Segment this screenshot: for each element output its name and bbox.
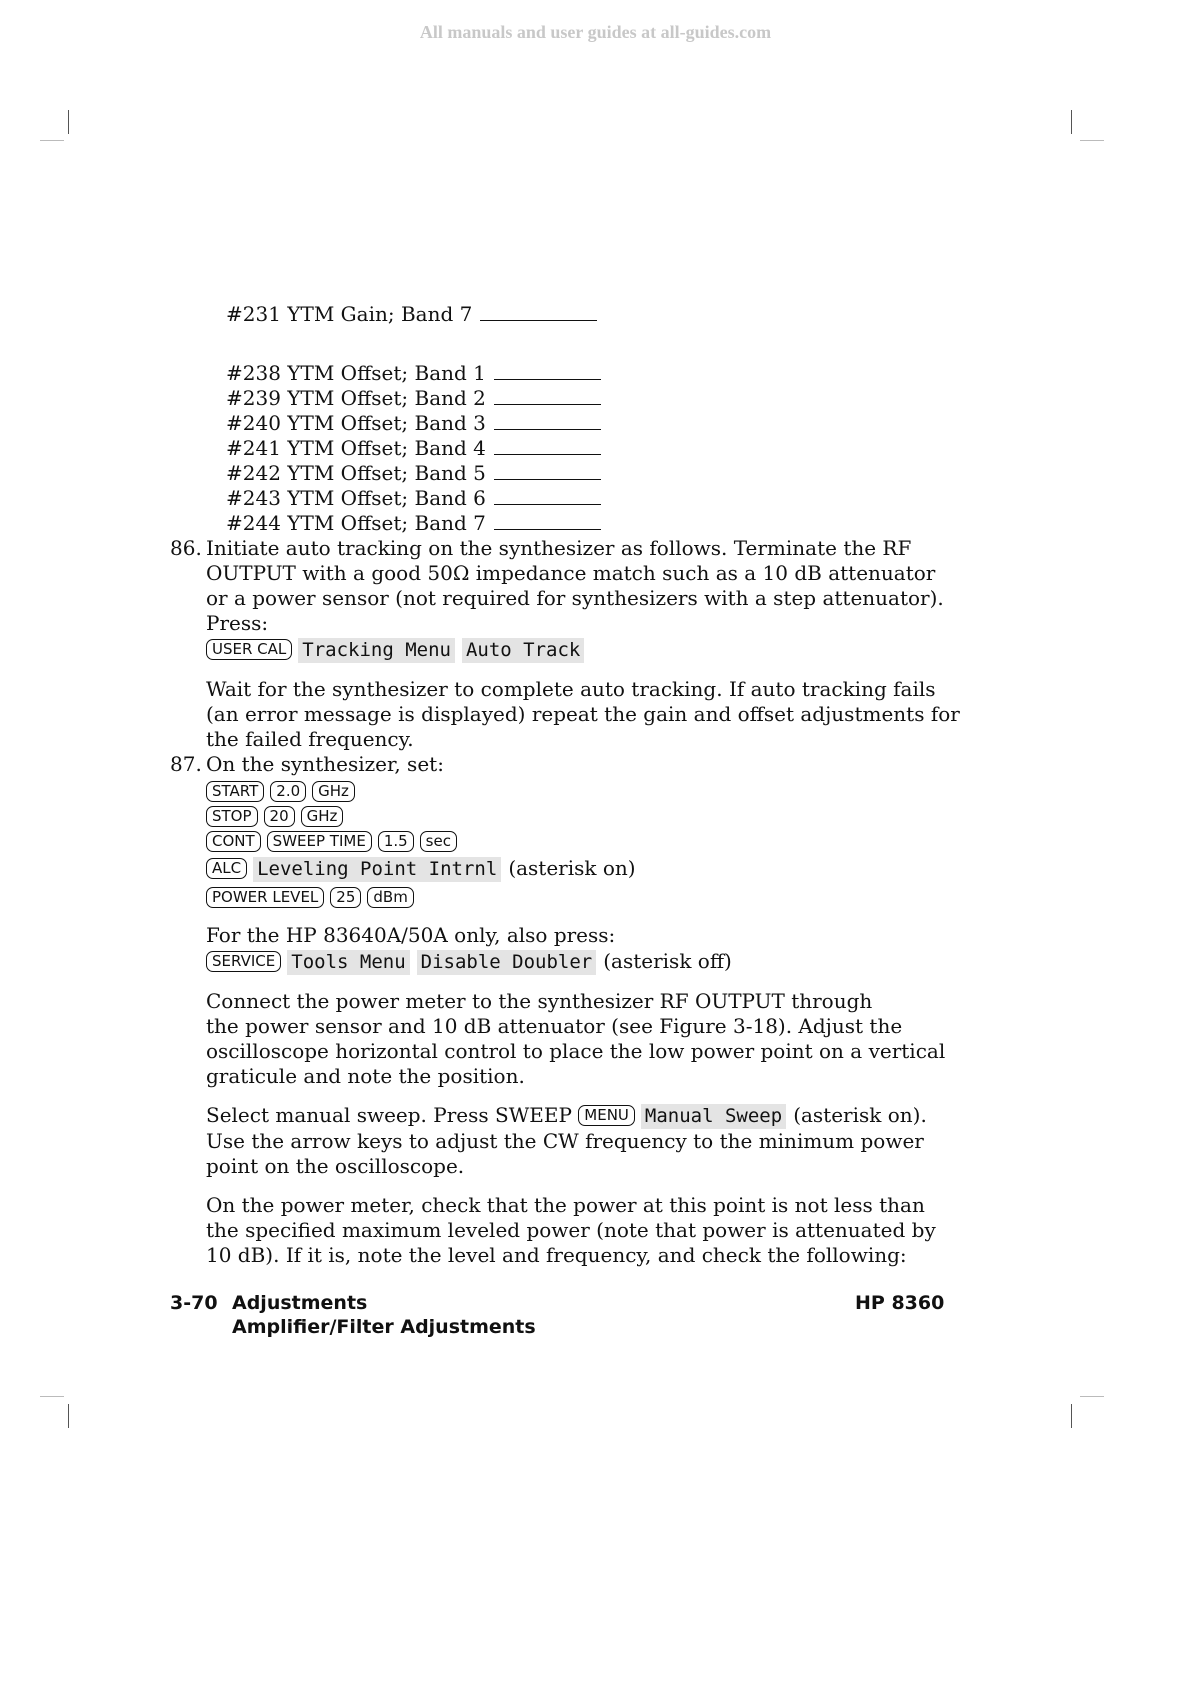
connect-text: Connect the power meter to the synthesizer RF OUTPUT through — [206, 989, 873, 1013]
fill-in-blank[interactable] — [494, 528, 601, 530]
step-86-wait-text: Wait for the synthesizer to complete auto tracking. If auto tracking fails — [206, 677, 936, 701]
crop-mark — [1071, 110, 1072, 134]
power-meter-text: the specified maximum leveled power (note that power is attenuated by — [206, 1218, 936, 1242]
value-key[interactable]: 25 — [330, 887, 361, 908]
stop-key[interactable]: STOP — [206, 806, 258, 827]
ytm-gain-entry: #231 YTM Gain; Band 7 — [226, 301, 597, 328]
fill-in-blank[interactable] — [494, 503, 601, 505]
user-cal-key[interactable]: USER CAL — [206, 639, 292, 660]
step-87-intro: On the synthesizer, set: — [206, 752, 444, 776]
power-level-key[interactable]: POWER LEVEL — [206, 887, 324, 908]
connect-text: oscilloscope horizontal control to place the low power point on a vertical — [206, 1039, 946, 1063]
step-86-text: OUTPUT with a good 50Ω impedance match such as a 10 dB attenuator — [206, 561, 936, 585]
key-sequence — [206, 828, 463, 855]
key-sequence — [206, 855, 636, 882]
crop-mark — [68, 1404, 69, 1428]
start-key[interactable]: START — [206, 781, 264, 802]
ytm-offset-entry: #238 YTM Offset; Band 1 — [226, 360, 601, 387]
footer-subsection: Amplifier/Filter Adjustments — [232, 1316, 536, 1338]
crop-mark — [1080, 140, 1104, 141]
leveling-point-softkey[interactable]: Leveling Point Intrnl — [253, 857, 501, 882]
step-number: 86. — [170, 536, 202, 560]
value-key[interactable]: 1.5 — [378, 831, 414, 852]
fill-in-blank[interactable] — [494, 403, 601, 405]
crop-mark — [40, 140, 64, 141]
fill-in-blank[interactable] — [494, 478, 601, 480]
connect-text: graticule and note the position. — [206, 1064, 525, 1088]
instruction-note: (asterisk off) — [603, 949, 732, 973]
sec-key[interactable]: sec — [420, 831, 457, 852]
ytm-offset-entry: #239 YTM Offset; Band 2 — [226, 385, 601, 412]
alc-key[interactable]: ALC — [206, 858, 247, 879]
select-sweep-text: Use the arrow keys to adjust the CW frequency to the minimum power — [206, 1129, 924, 1153]
fill-in-blank[interactable] — [480, 319, 597, 321]
key-sequence — [206, 636, 591, 663]
step-86-text: Initiate auto tracking on the synthesizer as follows. Terminate the RF — [206, 536, 912, 560]
service-key[interactable]: SERVICE — [206, 951, 281, 972]
crop-mark — [1080, 1396, 1104, 1397]
ytm-offset-entry: #243 YTM Offset; Band 6 — [226, 485, 601, 512]
instruction-note: (asterisk on) — [508, 856, 636, 880]
power-meter-text: On the power meter, check that the power at this point is not less than — [206, 1193, 925, 1217]
auto-track-softkey[interactable]: Auto Track — [462, 638, 584, 663]
connect-text: the power sensor and 10 dB attenuator (see Figure 3-18). Adjust the — [206, 1014, 903, 1038]
fill-in-blank[interactable] — [494, 428, 601, 430]
power-meter-text: 10 dB). If it is, note the level and frequency, and check the following: — [206, 1243, 907, 1267]
select-sweep-line: Select manual sweep. Press SWEEP MENU Manual Sweep (asterisk on). — [206, 1103, 927, 1127]
fill-in-blank[interactable] — [494, 378, 601, 380]
cont-key[interactable]: CONT — [206, 831, 261, 852]
key-sequence — [206, 948, 732, 975]
tracking-menu-softkey[interactable]: Tracking Menu — [298, 638, 455, 663]
select-sweep-text: point on the oscilloscope. — [206, 1154, 465, 1178]
ytm-offset-entry: #242 YTM Offset; Band 5 — [226, 460, 601, 487]
menu-key[interactable]: MENU — [578, 1105, 635, 1126]
step-number: 87. — [170, 752, 202, 776]
crop-mark — [40, 1396, 64, 1397]
dbm-key[interactable]: dBm — [367, 887, 413, 908]
key-sequence — [206, 884, 420, 911]
step-86-text: Press: — [206, 611, 269, 635]
key-sequence — [206, 778, 361, 805]
fill-in-blank[interactable] — [494, 453, 601, 455]
crop-mark — [68, 110, 69, 134]
key-sequence — [206, 803, 349, 830]
value-key[interactable]: 20 — [264, 806, 295, 827]
footer-section: Adjustments — [232, 1292, 368, 1314]
ytm-offset-entry: #240 YTM Offset; Band 3 — [226, 410, 601, 437]
hp-model-note: For the HP 83640A/50A only, also press: — [206, 923, 616, 947]
disable-doubler-softkey[interactable]: Disable Doubler — [417, 950, 597, 975]
sweep-time-key[interactable]: SWEEP TIME — [267, 831, 372, 852]
ytm-offset-entry: #241 YTM Offset; Band 4 — [226, 435, 601, 462]
step-86-wait-text: (an error message is displayed) repeat the gain and offset adjustments for — [206, 702, 960, 726]
step-86-wait-text: the failed frequency. — [206, 727, 414, 751]
page-number: 3-70 — [170, 1292, 218, 1314]
ghz-key[interactable]: GHz — [301, 806, 344, 827]
crop-mark — [1071, 1404, 1072, 1428]
value-key[interactable]: 2.0 — [270, 781, 306, 802]
tools-menu-softkey[interactable]: Tools Menu — [287, 950, 409, 975]
ytm-offset-entry: #244 YTM Offset; Band 7 — [226, 510, 601, 537]
ghz-key[interactable]: GHz — [312, 781, 355, 802]
step-86-text: or a power sensor (not required for synthesizers with a step attenuator). — [206, 586, 944, 610]
manual-sweep-softkey[interactable]: Manual Sweep — [641, 1104, 786, 1129]
footer-model: HP 8360 — [855, 1292, 945, 1314]
watermark: All manuals and user guides at all-guides.com — [419, 22, 772, 42]
